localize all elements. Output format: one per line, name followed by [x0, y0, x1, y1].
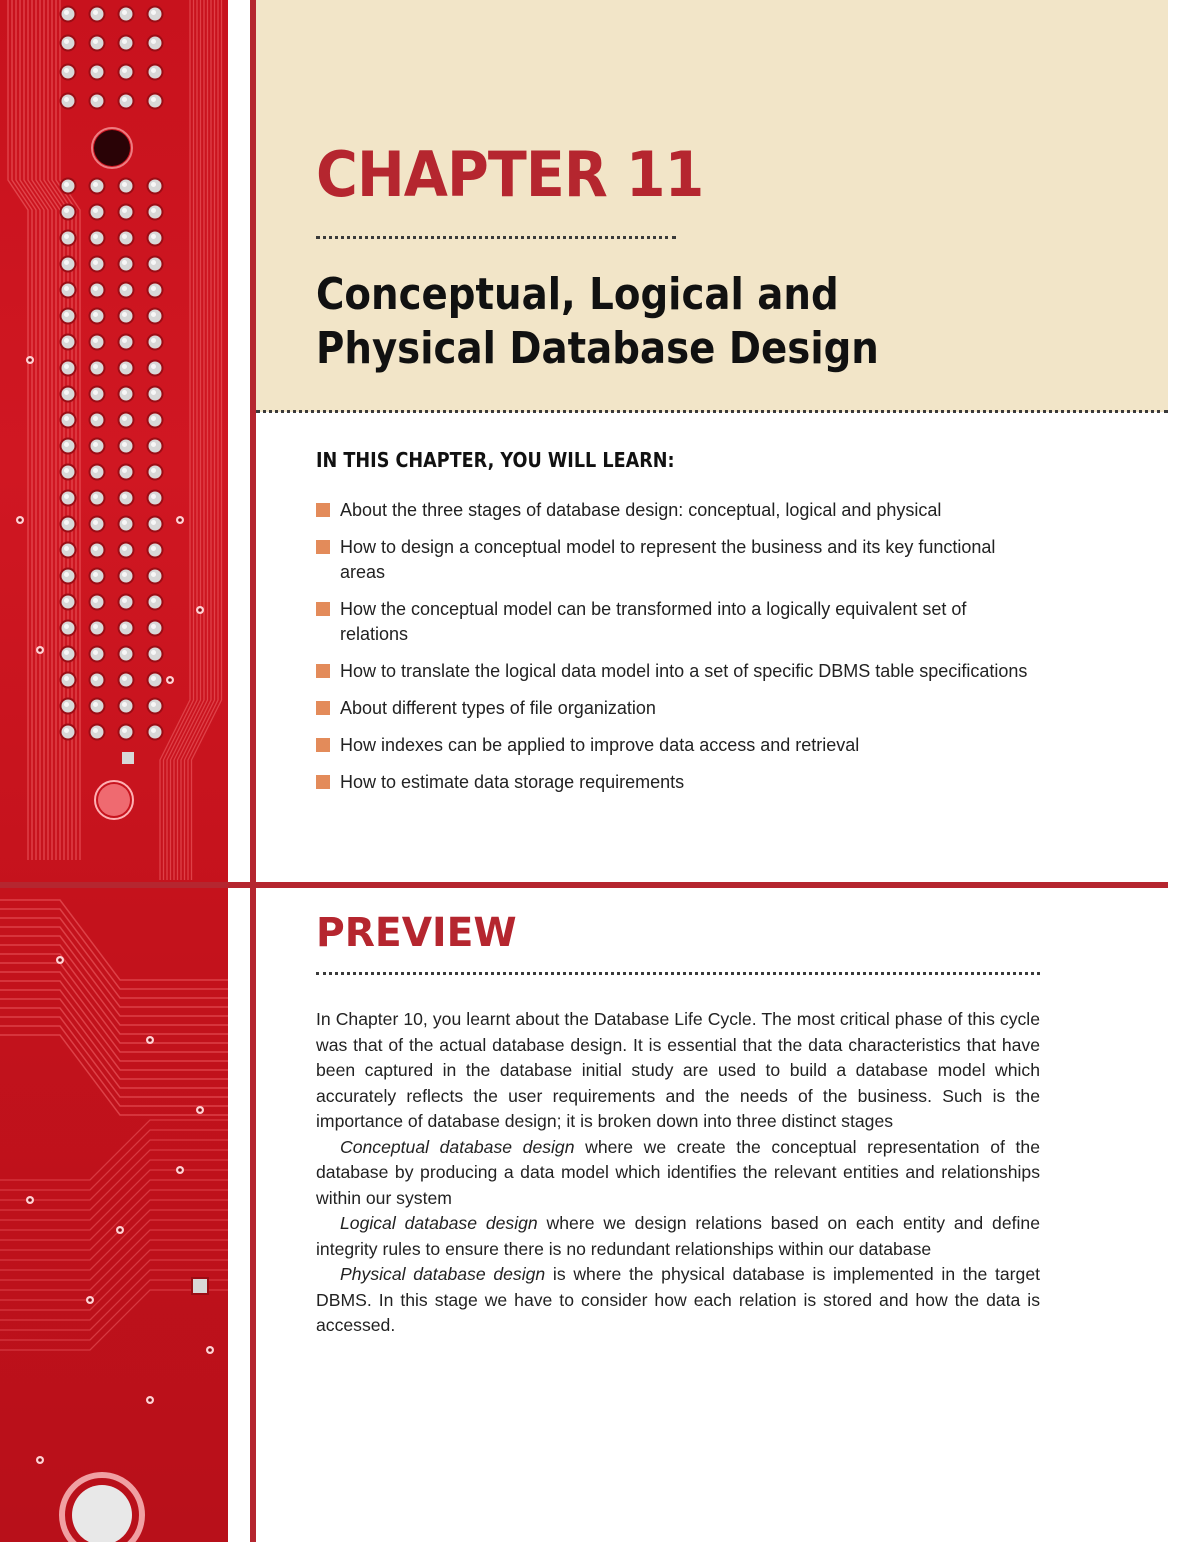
chapter-dotted-divider: [316, 236, 676, 239]
stage-description: is where the physical database is implemented in the target DBMS. In this stage we have to consider how each relation is stored and how the data is accessed.: [316, 1264, 1041, 1335]
header-dotted-divider: [256, 410, 1168, 413]
chapter-title-line-2: Physical Database Design: [316, 323, 879, 374]
objective-item: [316, 597, 1036, 647]
stage-term: Conceptual database design: [340, 1136, 575, 1157]
objective-item: [316, 535, 1036, 585]
square-bullet-icon: [316, 701, 330, 715]
stage-term: Logical database design: [340, 1213, 538, 1233]
objective-text: About the three stages of database design: conceptual, logical and physical: [340, 500, 942, 520]
objective-text: How to translate the logical data model into a set of specific DBMS table specifications: [340, 661, 1028, 681]
square-bullet-icon: [316, 664, 330, 678]
objective-text: How indexes can be applied to improve data access and retrieval: [340, 735, 860, 755]
circuit-board-graphic: [0, 0, 228, 1542]
square-bullet-icon: [316, 775, 330, 789]
learning-objectives-heading: IN THIS CHAPTER, YOU WILL LEARN:: [316, 448, 675, 472]
preview-dotted-divider: [316, 972, 1040, 975]
square-bullet-icon: [316, 602, 330, 616]
preview-body: [316, 1007, 1040, 1339]
objective-text: How to design a conceptual model to represent the business and its key functional areas: [340, 537, 996, 582]
horizontal-rule: [0, 882, 1168, 888]
square-bullet-icon: [316, 540, 330, 554]
learning-objectives-list: [316, 498, 1036, 807]
chapter-title-line-1: Conceptual, Logical and: [316, 269, 839, 320]
objective-item: [316, 696, 1036, 721]
stage-term: Physical database design: [340, 1264, 546, 1284]
preview-stage-physical: [316, 1262, 1040, 1339]
stage-description: where we create the conceptual representation of the database by producing a data model which identifies the relevant entities and relationships within our system: [316, 1136, 1040, 1208]
objective-item: [316, 770, 1036, 795]
circuit-board-image: [0, 0, 228, 1542]
preview-heading: PREVIEW: [316, 910, 517, 956]
objective-text: How the conceptual model can be transformed into a logically equivalent set of relations: [340, 599, 967, 644]
objective-item: [316, 498, 1036, 523]
square-bullet-icon: [316, 503, 330, 517]
objective-text: About different types of file organization: [340, 698, 656, 718]
preview-stage-conceptual: [316, 1135, 1040, 1212]
objective-item: [316, 733, 1036, 758]
chapter-number: CHAPTER 11: [316, 138, 704, 211]
objective-item: [316, 659, 1036, 684]
chapter-title: [316, 268, 879, 376]
objective-text: How to estimate data storage requirements: [340, 772, 685, 792]
preview-stage-logical: [316, 1211, 1040, 1262]
square-bullet-icon: [316, 738, 330, 752]
preview-intro-paragraph: In Chapter 10, you learnt about the Database Life Cycle. The most critical phase of this cycle was that of the actual database design. It is essential that the data characteristics that have been captured in the database initial study are used to build a database model which accurately reflects the user requirements and the needs of the business. Such is the importance of database design; it is broken down into three distinct stages: [316, 1009, 1040, 1131]
stage-description: where we design relations based on each entity and define integrity rules to ensure there is no redundant relationships within our database: [316, 1213, 1040, 1259]
